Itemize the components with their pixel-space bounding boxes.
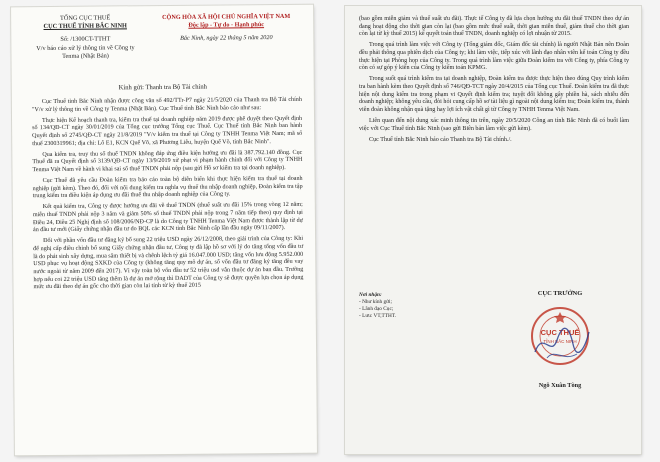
paragraph: Trong quá trình làm việc với Công ty (Tổng giám đốc, Giám đốc tài chính) là người Nhật Bản nên Đoàn đều phải thông qua phiên dịch của Công ty; khi làm việc, tiếp xúc với lãnh đạo nhân viên kế toán Công ty đều thực hiện tại Phòng họp của Công ty. Trong quá trình làm việc giữa Đoàn kiểm tra với Công ty, phía Công ty còn có sự góp ý kiến của Công ty kiểm toán KPMG. — [359, 42, 629, 72]
document-date: Bắc Ninh, ngày 22 tháng 5 năm 2020 — [180, 34, 273, 42]
paragraph: Cục Thuế tỉnh Bắc Ninh nhận được công văn số 492/TTr-P7 ngày 21/5/2020 của Thanh tra Bộ Tài chính "V/v xử lý thông tin về Công ty Tenma (Nhật Bản). Cục Thuế tỉnh Bắc Ninh báo cáo như sau: — [31, 96, 302, 113]
signer-name: Ngô Xuân Tòng — [538, 382, 582, 389]
document-page-1 — [11, 5, 317, 456]
page2-body — [359, 16, 629, 147]
paragraph: Cục Thuế đã yêu cầu Đoàn kiểm tra báo cáo toàn bộ diễn biến khi thực hiện kiểm tra thuế tại doanh nghiệp (gửi kèm). Theo đó, đối với nội dung kiểm tra nghĩa vụ thuế thu nhập doanh nghiệp, Đoàn kiểm tra tập trung kiểm tra điều kiện áp dụng ưu đãi thuế thu nhập doanh nghiệp của Công ty. — [32, 175, 303, 200]
paragraph: Trong suốt quá trình kiểm tra tại doanh nghiệp, Đoàn kiểm tra được thực hiện theo đúng Quy trình kiểm tra ban hành kèm theo Quyết định số 746/QĐ-TCT ngày 20/4/2015 của Tổng cục Thuế. Đoàn kiểm tra đã thực hiện nội dung kiểm tra trong phạm vi Quyết định kiểm tra; tuyệt đối không gây phiền hà, sách nhiễu đến doanh nghiệp; không yêu cầu, đòi hỏi cung cấp hồ sơ tài liệu gì ngoài nội dung kiểm tra; Đoàn kiểm tra, thành viên đoàn không nhận quà tặng hay lợi ích vật chất gì từ Công ty TNHH Tenma Việt Nam. — [359, 76, 629, 114]
paragraph: Cục Thuế tỉnh Bắc Ninh báo cáo Thanh tra Bộ Tài chính./. — [369, 136, 512, 143]
handwritten-signature-icon — [529, 318, 593, 368]
recipient-item: - Lưu: VT,TTHT. — [359, 313, 396, 319]
recipients-title: Nơi nhận: — [359, 292, 382, 298]
issuer-dept: CỤC THUẾ TỈNH BẮC NINH — [43, 22, 127, 31]
paragraph: Kết quả kiểm tra, Công ty được hưởng ưu đãi về thuế TNDN (thuế suất ưu đãi 15% trong vòng 12 năm; miễn thuế TNDN phải nộp 3 năm và giảm 50% số thuế TNDN phải nộp trong 7 năm tiếp theo) quy định tại Điều 24, Điều 25 Nghị định số 108/2006/NĐ-CP là do Công ty TNHH Tenma Việt Nam được thành lập từ dự án đầu tư mới (Giấy chứng nhận đầu tư do BQL các KCN tỉnh Bắc Ninh cấp lần đầu ngày 09/11/2007). — [32, 201, 303, 234]
national-title: CỘNG HÒA XÃ HỘI CHỦ NGHĨA VIỆT NAM — [162, 12, 291, 22]
paragraph: (bao gồm miễn giảm và thuế suất ưu đãi). Thực tế Công ty đã lựa chọn hưởng ưu đãi thuế TNDN theo dự án đang hoạt động cho thời gian còn lại (bao gồm mức thuế suất, thời gian miễn thuế, giảm thuế cho thời gian còn lại từ kỳ thuế 2015) kể quyết toán thuế TNDN, doanh nghiệp có lợi nhuận từ 2015. — [359, 16, 629, 38]
paragraph: Đối với phần vốn đầu tư đăng ký bổ sung 22 triệu USD ngày 26/12/2008, theo giải trình của Công ty: Khi để nghị cấp điều chỉnh bổ sung Giấy chứng nhận đầu tư, Công ty đã lập hồ sơ với lý do tăng tổng vốn đầu tư là do phát sinh xây dựng, mua sắm thiết bị và chênh lệch tỷ giá 16.047.000 USD; tăng vốn lưu động 5.952.000 USD phục vụ hoạt động SXKD của Công ty (không tăng quy mô dự án, số vốn đầu tư đăng ký tăng đều vay nước ngoài từ năm 2009 đến 2017). Vì vậy toàn bộ vốn đầu tư 52 triệu usd vẫn thuộc dự án ban đầu. Trường hợp nếu coi 22 triệu USD tăng thêm là dự án mở rộng thì DADT của Công ty sẽ được quyền lựa chọn áp dụng mức ưu đãi theo dự án gốc cho thời gian còn lại tính từ kỳ thuế 2015 — [33, 235, 304, 291]
national-header — [151, 13, 301, 43]
salutation: Kính gửi: Thanh tra Bộ Tài chính — [118, 83, 207, 92]
signer-title: CỤC TRƯỞNG — [537, 290, 583, 297]
page1-body — [32, 97, 304, 296]
recipient-item: - Lãnh đạo Cục; — [359, 306, 394, 312]
stamp-subtext: TỈNH BẮC NINH — [543, 339, 577, 344]
paragraph: Qua kiểm tra, truy thu số thuế TNDN không đáp ứng điều kiện hưởng ưu đãi là 387.792.140 đồng. Cục Thuế đã ra Quyết định số 3139/QĐ-CT ngày 13/9/2019 xử phạt vi phạm hành chính đối với Công ty TNHH Tenma Việt Nam về hành vi khai sai số thuế TNDN phải nộp (sau gửi Hồ sơ kiểm tra tại doanh nghiệp). — [32, 149, 303, 174]
paragraph: Liên quan đến nội dung xác minh thông tin trên, ngày 20/5/2020 Công an tỉnh Bắc Ninh đã có buổi làm việc với Cục Thuế tỉnh Bắc Ninh (sao gửi Biên bản làm việc gửi kèm). — [359, 118, 629, 132]
issuer-header — [27, 14, 143, 61]
document-number: Số: /1300CT-TTHT — [60, 35, 111, 43]
recipient-item: - Như kính gửi; — [359, 299, 392, 305]
recipients-block — [359, 292, 479, 320]
document-page-2 — [345, 6, 641, 454]
stamp-text: CỤC THUẾ — [540, 328, 580, 337]
issuer-org: TỔNG CỤC THUẾ — [59, 14, 111, 22]
document-subject: V/v báo cáo xử lý thông tin về Công ty Tenma (Nhật Bản) — [36, 44, 135, 60]
national-motto: Độc lập - Tự do - Hạnh phúc — [188, 21, 265, 29]
paragraph: Thực hiện Kế hoạch thanh tra, kiểm tra thuế tại doanh nghiệp năm 2019 được phê duyệt theo Quyết định số 134/QĐ-CT ngày 30/01/2019 của Tổng cục trưởng Tổng cục Thuế. Cục Thuế tỉnh Bắc Ninh ban hành Quyết định số 2745/QĐ-CT ngày 21/8/2019 "V/v kiểm tra thuế tại Công ty TNHH Tenma Việt Nam; mã số thuế 2300319961; địa chỉ: Lô E1, KCN Quế Võ, xã Phương Liễu, huyện Quế Võ, tỉnh Bắc Ninh". — [32, 115, 303, 147]
signature-block — [495, 288, 625, 438]
